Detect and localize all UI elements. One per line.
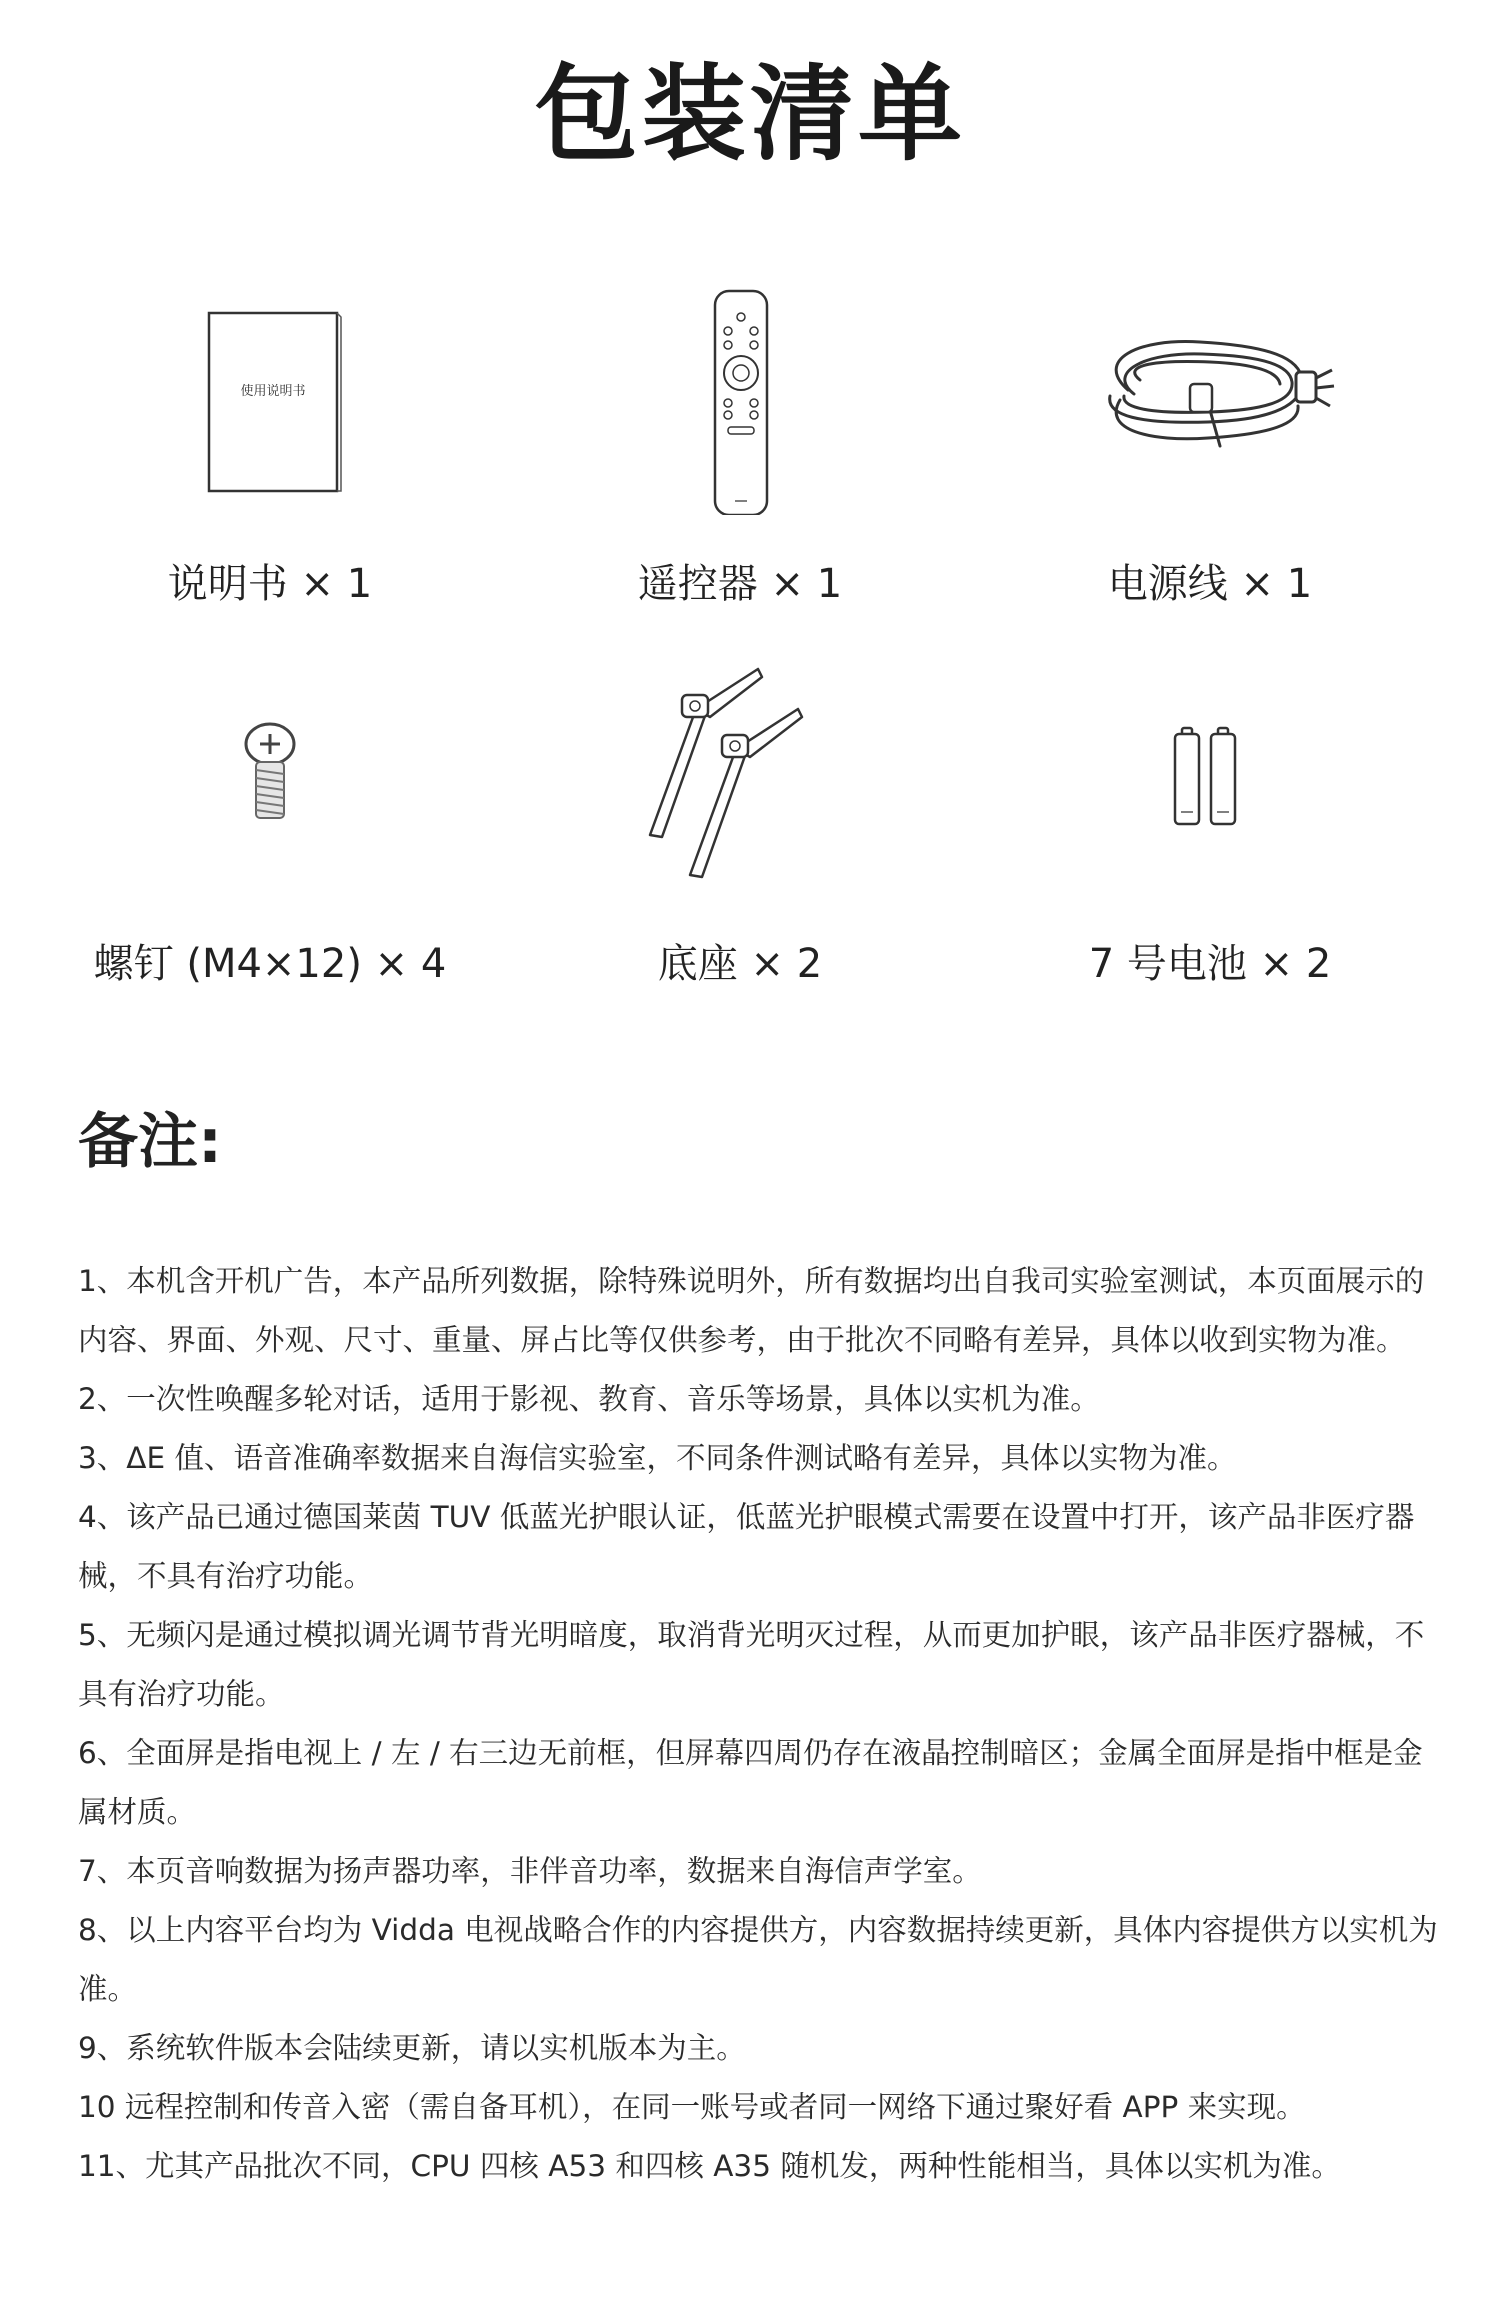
item-power-cord <box>960 260 1460 630</box>
page-title: 包装清单 <box>533 53 966 175</box>
item-remote <box>490 260 990 630</box>
note-item: 9、系统软件版本会陆续更新，请以实机版本为主。 <box>78 2031 746 2065</box>
power-cord-icon <box>1080 320 1340 470</box>
note-item: 8、以上内容平台均为 Vidda 电视战略合作的内容提供方，内容数据持续更新，具体内容提供方以实机为准。 <box>78 1913 1438 2006</box>
note-item: 7、本页音响数据为扬声器功率，非伴音功率，数据来自海信声学室。 <box>78 1854 982 1888</box>
remote-control-icon <box>695 275 785 515</box>
manual-cover-text: 使用说明书 <box>240 384 306 399</box>
item-battery <box>960 640 1460 1010</box>
item-label-power-cord: 电源线 × 1 <box>1107 561 1313 607</box>
note-item: 11、尤其产品批次不同，CPU 四核 A53 和四核 A35 随机发，两种性能相当，具体以实机为准。 <box>78 2149 1341 2183</box>
note-item: 6、全面屏是指电视上 / 左 / 右三边无前框，但屏幕四周仍存在液晶控制暗区；金属全面屏是指中框是金属材质。 <box>78 1736 1423 1829</box>
item-label-stand-base: 底座 × 2 <box>657 941 823 987</box>
screw-icon <box>230 720 310 830</box>
note-item: 4、该产品已通过德国莱茵 TUV 低蓝光护眼认证，低蓝光护眼模式需要在设置中打开，该产品非医疗器械，不具有治疗功能。 <box>78 1500 1415 1593</box>
manual-icon <box>195 295 345 495</box>
notes-list <box>78 1252 1438 2196</box>
note-item: 1、本机含开机广告，本产品所列数据，除特殊说明外，所有数据均出自我司实验室测试，本页面展示的内容、界面、外观、尺寸、重量、屏占比等仅供参考，由于批次不同略有差异，具体以收到实物为准。 <box>78 1264 1425 1357</box>
note-item: 5、无频闪是通过模拟调光调节背光明暗度，取消背光明灭过程，从而更加护眼，该产品非医疗器械，不具有治疗功能。 <box>78 1618 1425 1711</box>
item-screw <box>20 640 520 1010</box>
note-item: 2、一次性唤醒多轮对话，适用于影视、教育、音乐等场景，具体以实机为准。 <box>78 1382 1100 1416</box>
item-label-remote: 遥控器 × 1 <box>637 561 843 607</box>
item-stand-base <box>490 640 990 1010</box>
note-item: 3、ΔE 值、语音准确率数据来自海信实验室，不同条件测试略有差异，具体以实物为准。 <box>78 1441 1237 1475</box>
item-label-manual: 说明书 × 1 <box>167 561 373 607</box>
notes-heading: 备注: <box>78 1107 222 1177</box>
item-label-screw: 螺钉 (M4×12) × 4 <box>93 941 447 987</box>
note-item: 10 远程控制和传音入密（需自备耳机），在同一账号或者同一网络下通过聚好看 APP 来实现。 <box>78 2090 1306 2124</box>
package-contents-grid <box>0 260 1500 1020</box>
item-manual <box>20 260 520 630</box>
item-label-battery: 7 号电池 × 2 <box>1088 941 1332 987</box>
stand-base-icon <box>630 665 850 885</box>
battery-icon <box>1165 720 1255 830</box>
